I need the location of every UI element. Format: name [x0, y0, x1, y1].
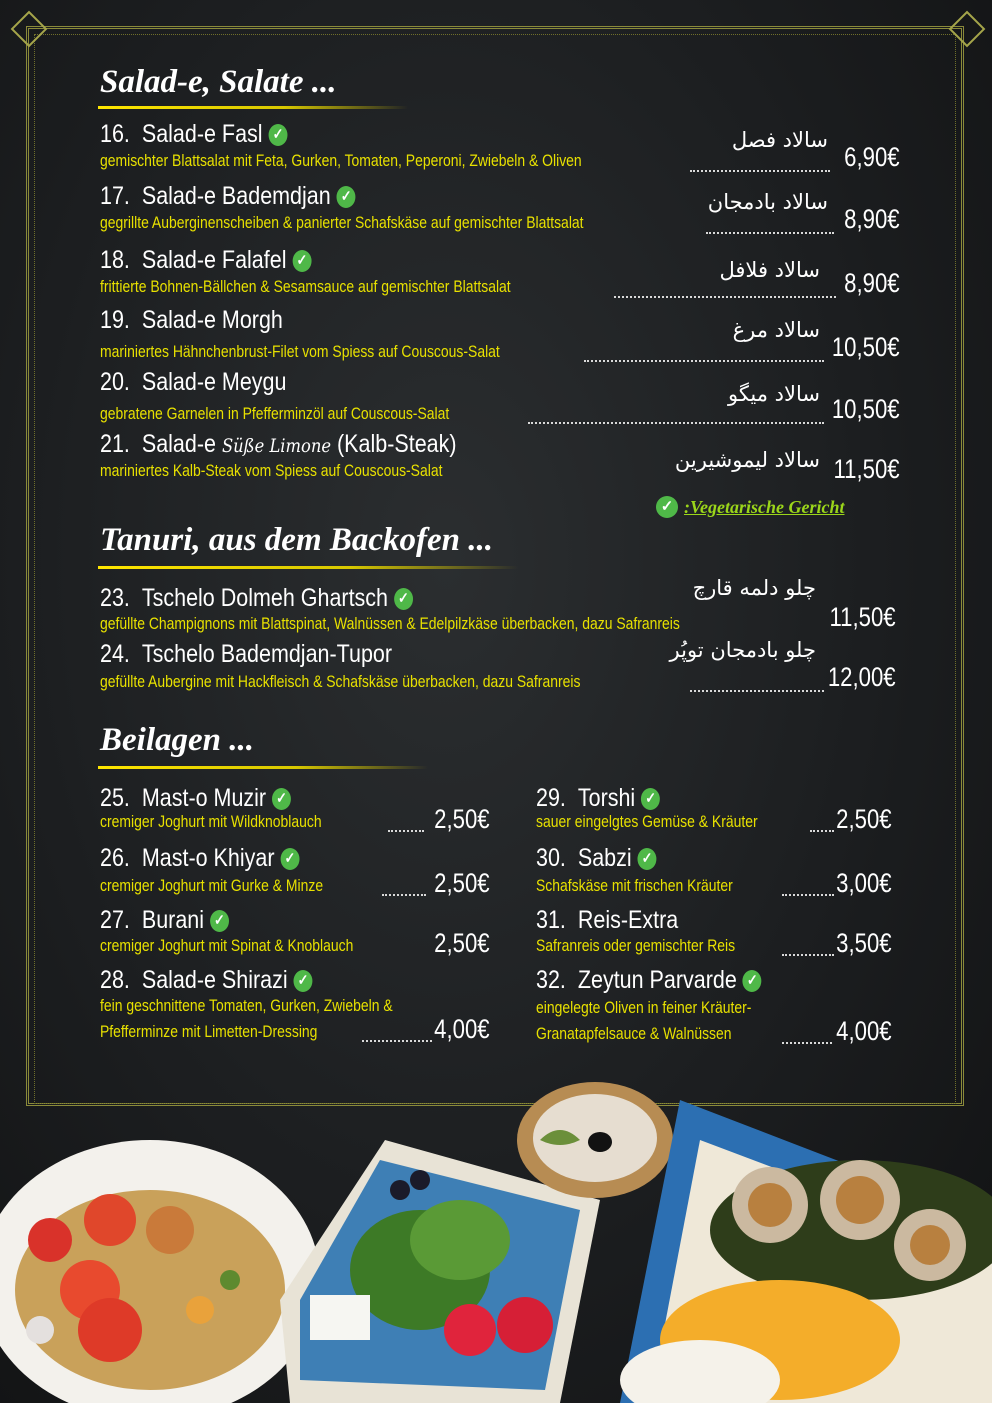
item-description: mariniertes Kalb-Steak vom Spiess auf Couscous-Salat [100, 461, 443, 480]
item-price: 3,50€ [836, 928, 892, 958]
menu-item [536, 784, 892, 840]
dot-leader [614, 296, 836, 298]
item-description: fein geschnittene Tomaten, Gurken, Zwiebeln & [100, 996, 393, 1015]
item-name: 32. Zeytun Parvarde ✓ [536, 966, 762, 994]
item-name-persian: سالاد فلافل [719, 258, 820, 282]
menu-item [100, 784, 490, 840]
item-price: 2,50€ [434, 928, 490, 958]
dot-leader [782, 894, 834, 896]
dot-leader [584, 360, 824, 362]
section-title-tanuri: Tanuri, aus dem Backofen ... [100, 522, 494, 558]
section-title-salate: Salad-e, Salate ... [100, 64, 337, 100]
item-name: 26. Mast-o Khiyar ✓ [100, 844, 299, 872]
section-underline [98, 106, 408, 109]
item-price: 6,90€ [844, 142, 900, 172]
vegan-leaf-icon: ✓ [272, 788, 291, 810]
item-name: 29. Torshi ✓ [536, 784, 660, 812]
item-name-persian: چلو بادمجان توپُر [669, 638, 816, 662]
food-photo-collage [0, 1080, 992, 1403]
menu-item [100, 182, 900, 238]
menu-item [100, 430, 900, 490]
photo-stuffed-mushrooms [620, 1100, 992, 1403]
item-description: Schafskäse mit frischen Kräuter [536, 876, 733, 895]
legend-text: :Vegetarische Gericht [684, 496, 845, 517]
item-name-persian: سالاد لیموشیرین [674, 448, 820, 472]
dot-leader [528, 422, 824, 424]
menu-item [536, 966, 892, 1046]
section-title-beilagen: Beilagen ... [100, 722, 254, 758]
item-description-line2: Pfefferminze mit Limetten-Dressing [100, 1022, 318, 1041]
vegan-leaf-icon: ✓ [656, 496, 678, 518]
item-name: 24. Tschelo Bademdjan-Tupor [100, 640, 393, 668]
menu-item [100, 246, 900, 302]
item-price: 3,00€ [836, 868, 892, 898]
item-price: 4,00€ [836, 1016, 892, 1046]
dot-leader [382, 894, 426, 896]
dot-leader [810, 830, 834, 832]
menu-item [100, 576, 896, 640]
dot-leader [690, 170, 830, 172]
vegan-leaf-icon: ✓ [337, 186, 356, 208]
item-description: gefüllte Aubergine mit Hackfleisch & Schafskäse überbacken, dazu Safranreis [100, 672, 581, 691]
menu-item [100, 906, 490, 962]
menu-item [100, 844, 490, 900]
vegan-leaf-icon: ✓ [641, 788, 660, 810]
item-name-persian: سالاد بادمجان [707, 190, 828, 214]
item-name-persian: چلو دلمه قارچ [692, 576, 816, 600]
menu-item [536, 906, 892, 962]
item-description: sauer eingelgtes Gemüse & Kräuter [536, 812, 758, 831]
item-price: 11,50€ [829, 602, 896, 632]
photo-kebab-salad [0, 1140, 320, 1403]
vegan-leaf-icon: ✓ [394, 588, 413, 610]
item-description: gegrillte Auberginenscheiben & panierter Schafskäse auf gemischter Blattsalat [100, 213, 584, 232]
item-price: 4,00€ [434, 1014, 490, 1044]
dot-leader [690, 690, 824, 692]
item-price: 2,50€ [836, 804, 892, 834]
item-name: 30. Sabzi ✓ [536, 844, 657, 872]
item-description: gemischter Blattsalat mit Feta, Gurken, Tomaten, Peperoni, Zwiebeln & Oliven [100, 151, 582, 170]
vegan-leaf-icon: ✓ [292, 250, 311, 272]
item-name: 19. Salad-e Morgh [100, 306, 283, 334]
vegan-leaf-icon: ✓ [638, 848, 657, 870]
vegan-leaf-icon: ✓ [280, 848, 299, 870]
photo-yogurt-bowl [517, 1082, 673, 1198]
item-name-persian: سالاد میگو [727, 382, 820, 406]
item-name: 27. Burani ✓ [100, 906, 229, 934]
item-description: mariniertes Hähnchenbrust-Filet vom Spiess auf Couscous-Salat [100, 342, 500, 361]
dot-leader [362, 1040, 432, 1042]
item-name: 16. Salad-e Fasl ✓ [100, 120, 287, 148]
item-description: cremiger Joghurt mit Wildknoblauch [100, 812, 322, 831]
menu-item [100, 966, 490, 1046]
item-name: 20. Salad-e Meygu [100, 368, 287, 396]
item-name: 17. Salad-e Bademdjan ✓ [100, 182, 356, 210]
menu-item [100, 368, 900, 428]
dot-leader [782, 1042, 832, 1044]
dot-leader [782, 954, 834, 956]
item-price: 11,50€ [833, 454, 900, 484]
item-price: 8,90€ [844, 268, 900, 298]
dot-leader [388, 830, 424, 832]
item-description: cremiger Joghurt mit Spinat & Knoblauch [100, 936, 354, 955]
menu-item [100, 306, 900, 366]
item-name-script: Süße Limone [221, 435, 332, 457]
item-price: 12,00€ [828, 662, 896, 692]
item-name: 18. Salad-e Falafel ✓ [100, 246, 311, 274]
vegetarian-legend [656, 496, 844, 518]
item-name: 23. Tschelo Dolmeh Ghartsch ✓ [100, 584, 413, 612]
item-description: Safranreis oder gemischter Reis [536, 936, 736, 955]
item-description: cremiger Joghurt mit Gurke & Minze [100, 876, 324, 895]
menu-item [100, 120, 900, 176]
item-name: 25. Mast-o Muzir ✓ [100, 784, 291, 812]
item-price: 8,90€ [844, 204, 900, 234]
item-description: frittierte Bohnen-Bällchen & Sesamsauce auf gemischter Blattsalat [100, 277, 511, 296]
item-description: gebratene Garnelen in Pfefferminzöl auf Couscous-Salat [100, 404, 450, 423]
item-name-persian: سالاد فصل [731, 128, 828, 152]
vegan-leaf-icon: ✓ [294, 970, 313, 992]
vegan-leaf-icon: ✓ [743, 970, 762, 992]
item-description: gefüllte Champignons mit Blattspinat, Walnüssen & Edelpilzkäse überbacken, dazu Safranreis [100, 614, 680, 633]
item-price: 10,50€ [832, 394, 900, 424]
item-description: eingelegte Oliven in feiner Kräuter- [536, 998, 752, 1017]
corner-ornament [11, 11, 48, 48]
vegan-leaf-icon: ✓ [269, 124, 288, 146]
item-price: 2,50€ [434, 868, 490, 898]
item-price: 2,50€ [434, 804, 490, 834]
dot-leader [706, 232, 834, 234]
item-name: 21. Salad-e Süße Limone (Kalb-Steak) [100, 430, 457, 458]
corner-ornament [949, 11, 986, 48]
item-name: 28. Salad-e Shirazi ✓ [100, 966, 313, 994]
item-price: 10,50€ [832, 332, 900, 362]
menu-item [536, 844, 892, 900]
menu-item [100, 640, 896, 696]
item-description-line2: Granatapfelsauce & Walnüssen [536, 1024, 732, 1043]
section-underline [98, 566, 518, 569]
item-name-persian: سالاد مرغ [732, 318, 820, 342]
vegan-leaf-icon: ✓ [210, 910, 229, 932]
section-underline [98, 766, 428, 769]
item-name: 31. Reis-Extra [536, 906, 679, 934]
